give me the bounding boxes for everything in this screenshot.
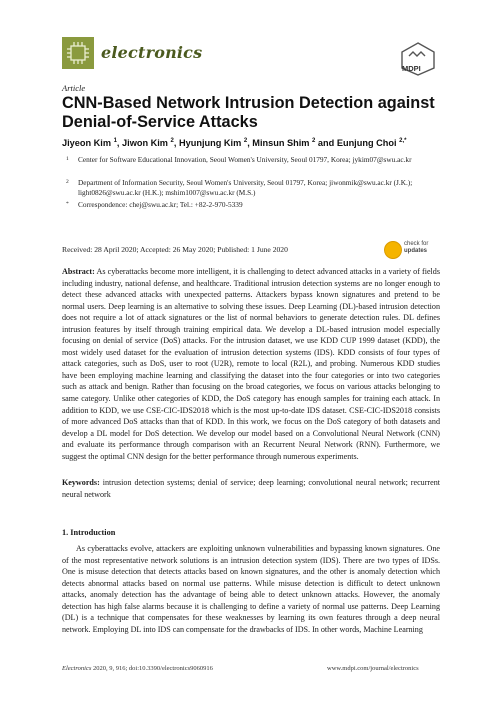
affiliation-number: 1 — [66, 156, 69, 162]
correspondence-mark: * — [66, 201, 69, 207]
author-mark: 2 — [170, 138, 174, 144]
article-type: Article — [62, 83, 86, 93]
abstract — [62, 266, 440, 462]
author-list: Jiyeon Kim $^1$, Jiwon Kim $^2$, Hyunjung Kim $^2$, Minsun Shim $^2$ and Eunjung Choi $^{2,*}$ — [62, 138, 407, 149]
affiliation-number: 2 — [66, 179, 69, 185]
author-name[interactable]: Jiyeon Kim — [62, 138, 112, 149]
author-mark: 2 — [243, 138, 248, 144]
abstract-text: As cyberattacks become more intelligent, it is challenging to detect advanced attacks in a variety of fields including industry, national defense, and healthcare. Traditional intrusion detection systems are no longer enough to detect these advanced attacks with unexpected patterns. Attackers bypass known signatures and pretend to be normal users. Deep learning is an alternative to solving these issues. Deep Learning (DL)-based intrusion detection does not require a lot of attack signatures or the list of normal behaviors to generate detection rules. DL defines intrusion features by itself through training empirical data. We develop a DL-based intrusion model especially focusing on denial of service (DoS) attacks. For the intrusion dataset, we use KDD CUP 1999 dataset (KDD), the most widely used dataset for the evaluation of intrusion detection systems (IDS). KDD consists of four types of attack categories, such as DoS, user to root (U2R), remote to local (R2L), and probing. Numerous KDD studies have been employing machine learning and classifying the dataset into the four categories or into two categories such as attack and benign. Rather than focusing on the broad categories, we focus on various attacks belonging to same category. Unlike other categories of KDD, the DoS category has enough samples for training each attack. In addition to KDD, we use CSE-CIC-IDS2018 which is the most up-to-date IDS dataset. CSE-CIC-IDS2018 consists of more advanced DoS attacks than that of KDD. In this work, we focus on the DoS category of both datasets and develop a DL model for DoS detection. We develop our model based on a Convolutional Neural Network (CNN) and evaluate its performance through comparison with an Recurrent Neural Network (RNN). Furthermore, we suggest the optimal CNN design for the better performance through numerous experiments. — [62, 267, 440, 461]
affiliation-text: Center for Software Educational Innovation, Seoul Women's University, Seoul 01797, Korea; jykim07@swu.ac.kr — [78, 155, 412, 164]
introduction-paragraph: As cyberattacks evolve, attackers are exploiting unknown vulnerabilities and bypassing known signatures. One of the most representative network solutions is an intrusion detection system (IDS). There are two types of IDSs. One is misuse detection that detects attacks based on known signatures, and the other is anomaly detection which detects abnormal attacks based on normal use patterns. While misuse detection is difficult to detect unknown attacks, anomaly detection has the advantage of being able to detect unknown attacks. However, the anomaly detection has high false alarms because it is challenging to define a variety of normal use patterns. Deep Learning (DL) is a technique that compensates for these weaknesses by learning its own features through a deep neural network. Employing DL into IDS can compensate for the drawbacks of IDS. In other words, Machine Learning — [62, 544, 440, 634]
author-name[interactable]: Minsun Shim — [252, 138, 310, 149]
citation-footer — [62, 665, 213, 672]
author-name[interactable]: Hyunjung Kim — [179, 138, 242, 149]
update-check-icon — [384, 241, 402, 259]
check-updates-line2: updates — [404, 248, 428, 254]
abstract-label: Abstract: — [62, 267, 95, 276]
publication-dates: Received: 28 April 2020; Accepted: 26 May 2020; Published: 1 June 2020 — [62, 245, 288, 254]
keywords — [62, 477, 440, 500]
affiliation-text: Department of Information Security, Seoul Women's University, Seoul 01797, Korea; jiwonmik@swu.ac.kr (J.K.); light0826@swu.ac.kr (H.K.); mshim1007@swu.ac.kr (M.S.) — [78, 178, 413, 197]
author-mark: 2 — [312, 138, 316, 144]
publisher-name: MDPI — [402, 64, 421, 73]
journal-url-link[interactable]: www.mdpi.com/journal/electronics — [327, 665, 419, 672]
keywords-label: Keywords: — [62, 478, 100, 487]
section-heading: 1. Introduction — [62, 528, 116, 537]
citation-journal: Electronics — [62, 665, 92, 672]
citation-details: 2020, 9, 916; doi:10.3390/electronics9060916 — [93, 665, 213, 672]
keywords-text: intrusion detection systems; denial of service; deep learning; convolutional neural network; recurrent neural network — [62, 478, 440, 499]
author-mark: 2,* — [399, 138, 407, 144]
check-for-updates-badge[interactable] — [384, 238, 440, 260]
check-updates-line1: check for — [404, 241, 429, 247]
author-name[interactable]: Jiwon Kim — [122, 138, 168, 149]
article-title: CNN-Based Network Intrusion Detection against Denial-of-Service Attacks — [62, 94, 435, 131]
journal-logo-icon — [62, 37, 94, 69]
correspondence-text: Correspondence: chej@swu.ac.kr; Tel.: +82-2-970-5339 — [78, 200, 243, 209]
journal-name: electronics — [101, 43, 203, 62]
author-name[interactable]: Eunjung Choi — [336, 138, 397, 149]
author-mark: 1 — [113, 138, 117, 144]
